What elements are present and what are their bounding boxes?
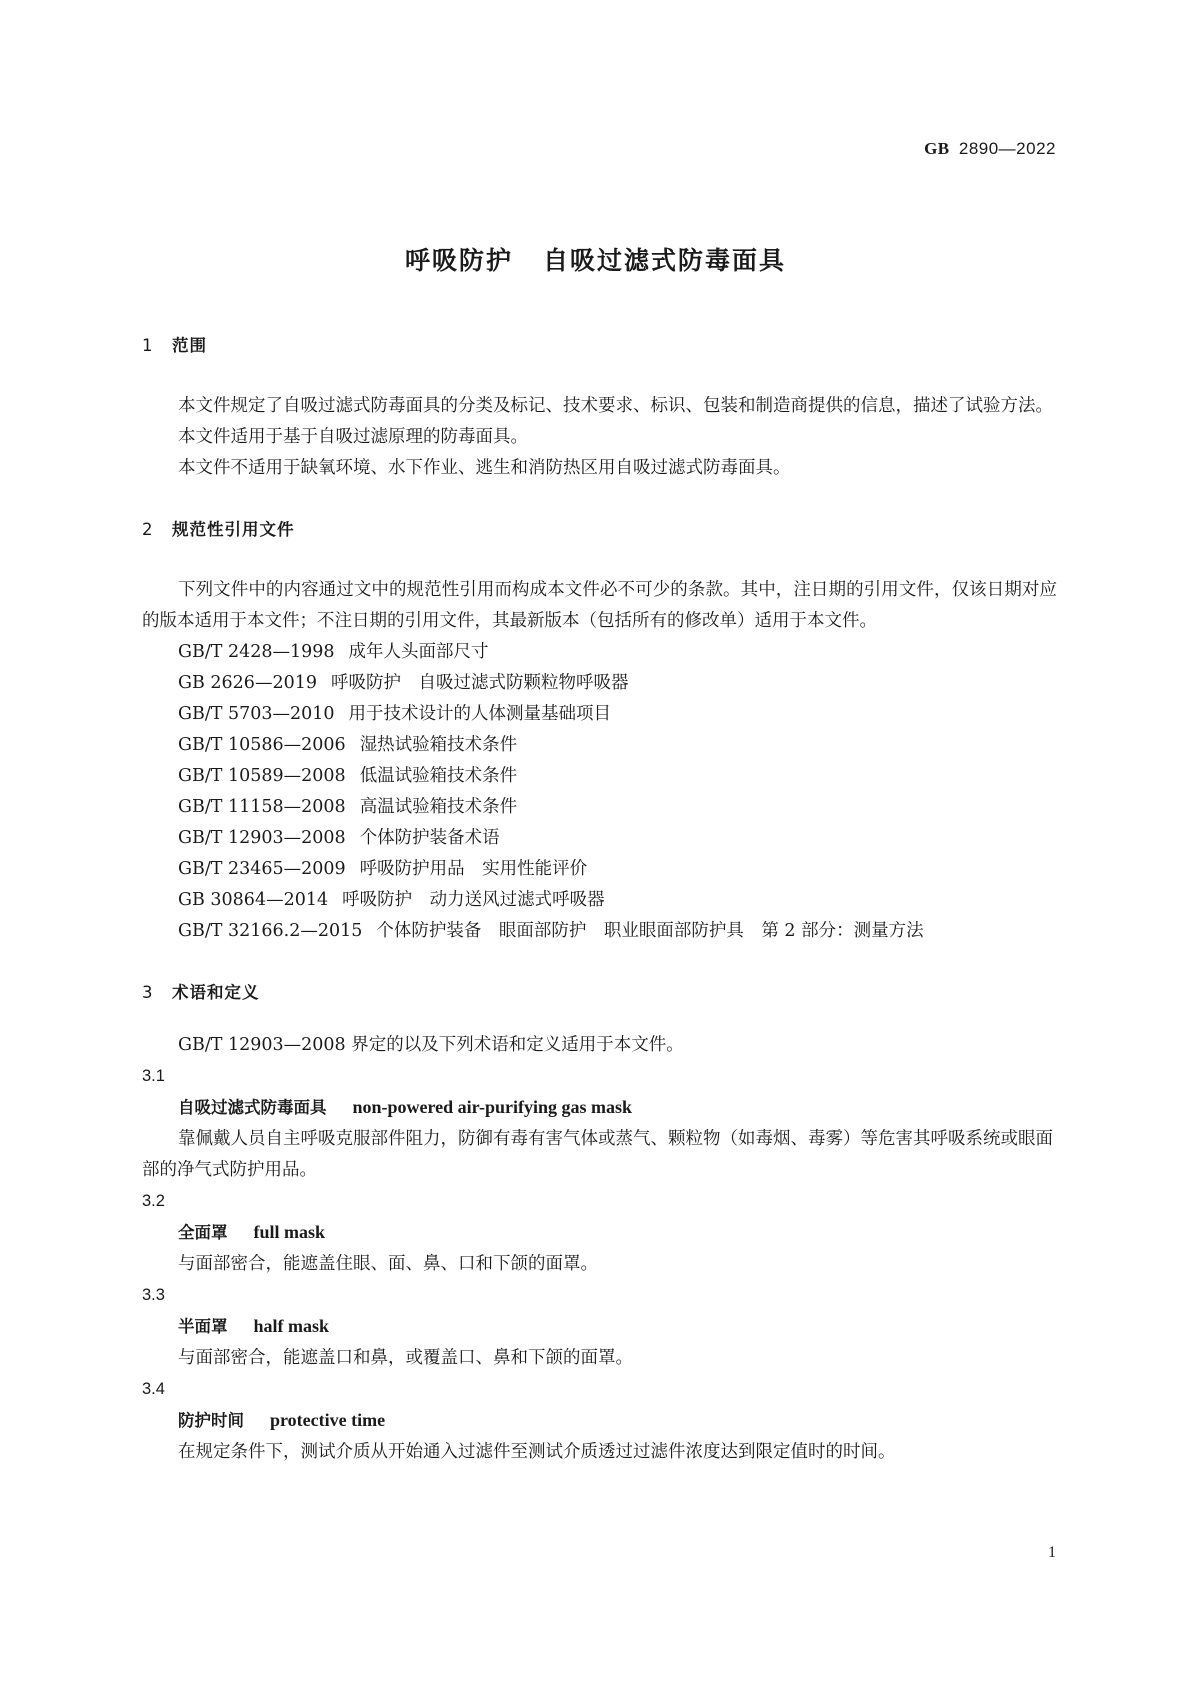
term-title: [142, 1311, 1057, 1343]
standard-number: 2890—2022: [958, 139, 1056, 158]
reference-code: GB/T 5703—2010: [178, 704, 335, 724]
paragraph: GB/T 12903—2008 界定的以及下列术语和定义适用于本文件。: [178, 1035, 684, 1055]
document-body: [142, 330, 1057, 1468]
reference-title: 高温试验箱技术条件: [359, 797, 518, 817]
reference-item: [142, 792, 1057, 823]
reference-title: 成年人头面部尺寸: [348, 642, 489, 662]
standard-code: [924, 139, 1056, 159]
term-number: 3.3: [142, 1286, 165, 1304]
term-definition: 在规定条件下，测试介质从开始通入过滤件至测试介质透过过滤件浓度达到限定值时的时间。: [178, 1442, 896, 1462]
paragraph: 本文件不适用于缺氧环境、水下作业、逃生和消防热区用自吸过滤式防毒面具。: [178, 458, 791, 478]
reference-item: [142, 854, 1057, 885]
title-part-2: 自吸过滤式防毒面具: [543, 246, 787, 275]
section-3-heading: [142, 977, 1057, 1008]
reference-item: [142, 637, 1057, 668]
reference-item: [142, 699, 1057, 730]
reference-code: GB/T 32166.2—2015: [178, 921, 363, 941]
term-number: 3.4: [142, 1380, 165, 1398]
reference-title: 呼吸防护 自吸过滤式防颗粒物呼吸器: [330, 673, 629, 693]
paragraph: 下列文件中的内容通过文中的规范性引用而构成本文件必不可少的条款。其中，注日期的引用文件，仅该日期对应的版本适用于本文件；不注日期的引用文件，其最新版本（包括所有的修改单）适用于本文件。: [142, 580, 1057, 631]
term-zh: 全面罩: [178, 1223, 228, 1242]
reference-code: GB 2626—2019: [178, 673, 317, 693]
term-zh: 防护时间: [178, 1411, 244, 1430]
section-number: 1: [142, 336, 154, 355]
section-number: 2: [142, 520, 154, 539]
term-en: protective time: [270, 1410, 386, 1430]
title-part-1: 呼吸防护: [404, 246, 513, 275]
section-2-heading: [142, 514, 1057, 545]
term-title: [142, 1405, 1057, 1437]
reference-item: [142, 761, 1057, 792]
page-number: 1: [1048, 1544, 1056, 1561]
section-title: 规范性引用文件: [172, 520, 295, 539]
term-en: full mask: [253, 1222, 326, 1242]
reference-list: [142, 637, 1057, 947]
section-number: 3: [142, 983, 154, 1002]
reference-item: [142, 730, 1057, 761]
section-title: 范围: [172, 336, 207, 355]
reference-item: [142, 823, 1057, 854]
reference-title: 个体防护装备 眼面部防护 职业眼面部防护具 第 2 部分：测量方法: [376, 921, 924, 941]
term-number: 3.2: [142, 1192, 165, 1210]
term-definition: 靠佩戴人员自主呼吸克服部件阻力，防御有毒有害气体或蒸气、颗粒物（如毒烟、毒雾）等危害其呼吸系统或眼面部的净气式防护用品。: [142, 1129, 1053, 1180]
reference-item: [142, 668, 1057, 699]
term-definition: 与面部密合，能遮盖住眼、面、鼻、口和下颌的面罩。: [178, 1254, 598, 1274]
section-1-heading: [142, 330, 1057, 361]
paragraph: 本文件适用于基于自吸过滤原理的防毒面具。: [178, 427, 528, 447]
standard-prefix: GB: [924, 139, 950, 158]
reference-code: GB/T 23465—2009: [178, 859, 346, 879]
term-title: [142, 1217, 1057, 1249]
term-en: non-powered air-purifying gas mask: [352, 1097, 633, 1117]
section-title: 术语和定义: [172, 983, 260, 1002]
reference-code: GB/T 11158—2008: [178, 797, 346, 817]
paragraph: 本文件规定了自吸过滤式防毒面具的分类及标记、技术要求、标识、包装和制造商提供的信息，描述了试验方法。: [178, 396, 1053, 416]
term-zh: 半面罩: [178, 1317, 228, 1336]
reference-title: 湿热试验箱技术条件: [359, 735, 518, 755]
reference-code: GB 30864—2014: [178, 890, 329, 910]
term-list: [142, 1061, 1057, 1468]
reference-title: 呼吸防护 动力送风过滤式呼吸器: [342, 890, 605, 910]
reference-title: 用于技术设计的人体测量基础项目: [348, 704, 612, 724]
term-title: [142, 1092, 1057, 1124]
term-definition: 与面部密合，能遮盖口和鼻，或覆盖口、鼻和下颌的面罩。: [178, 1348, 633, 1368]
document-title: [0, 241, 1191, 277]
term-zh: 自吸过滤式防毒面具: [178, 1098, 327, 1117]
term-en: half mask: [253, 1316, 330, 1336]
reference-code: GB/T 10589—2008: [178, 766, 346, 786]
reference-code: GB/T 2428—1998: [178, 642, 335, 662]
reference-item: [142, 885, 1057, 916]
term-number: 3.1: [142, 1067, 165, 1085]
reference-code: GB/T 12903—2008: [178, 828, 346, 848]
reference-item: [142, 916, 1057, 947]
reference-title: 低温试验箱技术条件: [359, 766, 518, 786]
reference-title: 个体防护装备术语: [359, 828, 500, 848]
reference-title: 呼吸防护用品 实用性能评价: [359, 859, 588, 879]
reference-code: GB/T 10586—2006: [178, 735, 346, 755]
